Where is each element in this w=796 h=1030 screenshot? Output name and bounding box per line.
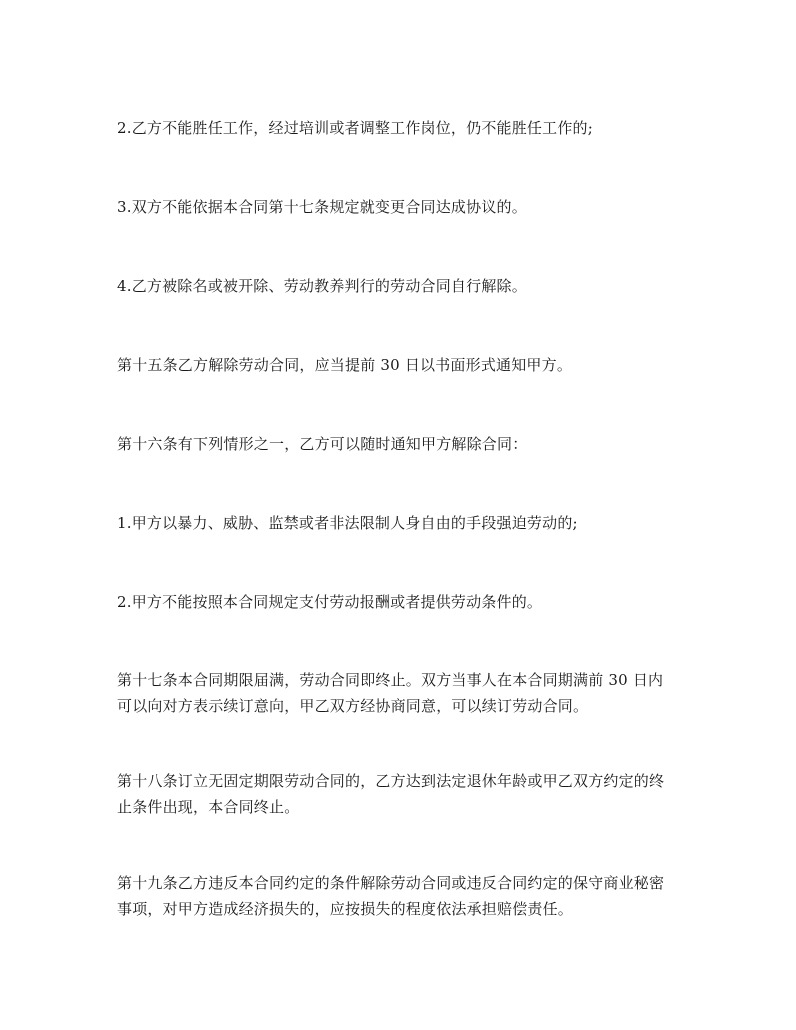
text-line: 2.乙方不能胜任工作，经过培训或者调整工作岗位，仍不能胜任工作的; (117, 119, 593, 137)
text-line: 第十六条有下列情形之一，乙方可以随时通知甲方解除合同： (117, 435, 528, 453)
paragraph-clause-3-no-agreement (117, 194, 687, 220)
text-line: 止条件出现，本合同终止。 (117, 798, 300, 816)
text-line: 3.双方不能依据本合同第十七条规定就变更合同达成协议的。 (117, 198, 527, 216)
paragraph-clause-4-dismissal (117, 273, 687, 299)
text-line: 第十七条本合同期限届满，劳动合同即终止。双方当事人在本合同期满前 30 日内 (117, 671, 664, 689)
paragraph-article-16 (117, 431, 687, 457)
paragraph-article-19 (117, 870, 687, 922)
text-line: 第十五条乙方解除劳动合同，应当提前 30 日以书面形式通知甲方。 (117, 356, 573, 374)
text-line: 第十九条乙方违反本合同约定的条件解除劳动合同或违反合同约定的保守商业秘密 (117, 874, 665, 892)
paragraph-clause-2-employee-incompetent (117, 115, 687, 141)
text-line: 4.乙方被除名或被开除、劳动教养判行的劳动合同自行解除。 (117, 277, 527, 295)
text-line: 可以向对方表示续订意向，甲乙双方经协商同意，可以续订劳动合同。 (117, 697, 589, 715)
paragraph-article-17 (117, 667, 687, 719)
paragraph-clause-1-forced-labor (117, 510, 687, 536)
text-line: 1.甲方以暴力、威胁、监禁或者非法限制人身自由的手段强迫劳动的; (117, 514, 578, 532)
text-line: 第十八条订立无固定期限劳动合同的，乙方达到法定退休年龄或甲乙双方约定的终 (117, 772, 665, 790)
text-line: 2.甲方不能按照本合同规定支付劳动报酬或者提供劳动条件的。 (117, 593, 543, 611)
paragraph-article-15 (117, 352, 687, 378)
paragraph-clause-2-unpaid (117, 589, 687, 615)
text-line: 事项，对甲方造成经济损失的，应按损失的程度依法承担赔偿责任。 (117, 900, 574, 918)
paragraph-article-18 (117, 768, 687, 820)
